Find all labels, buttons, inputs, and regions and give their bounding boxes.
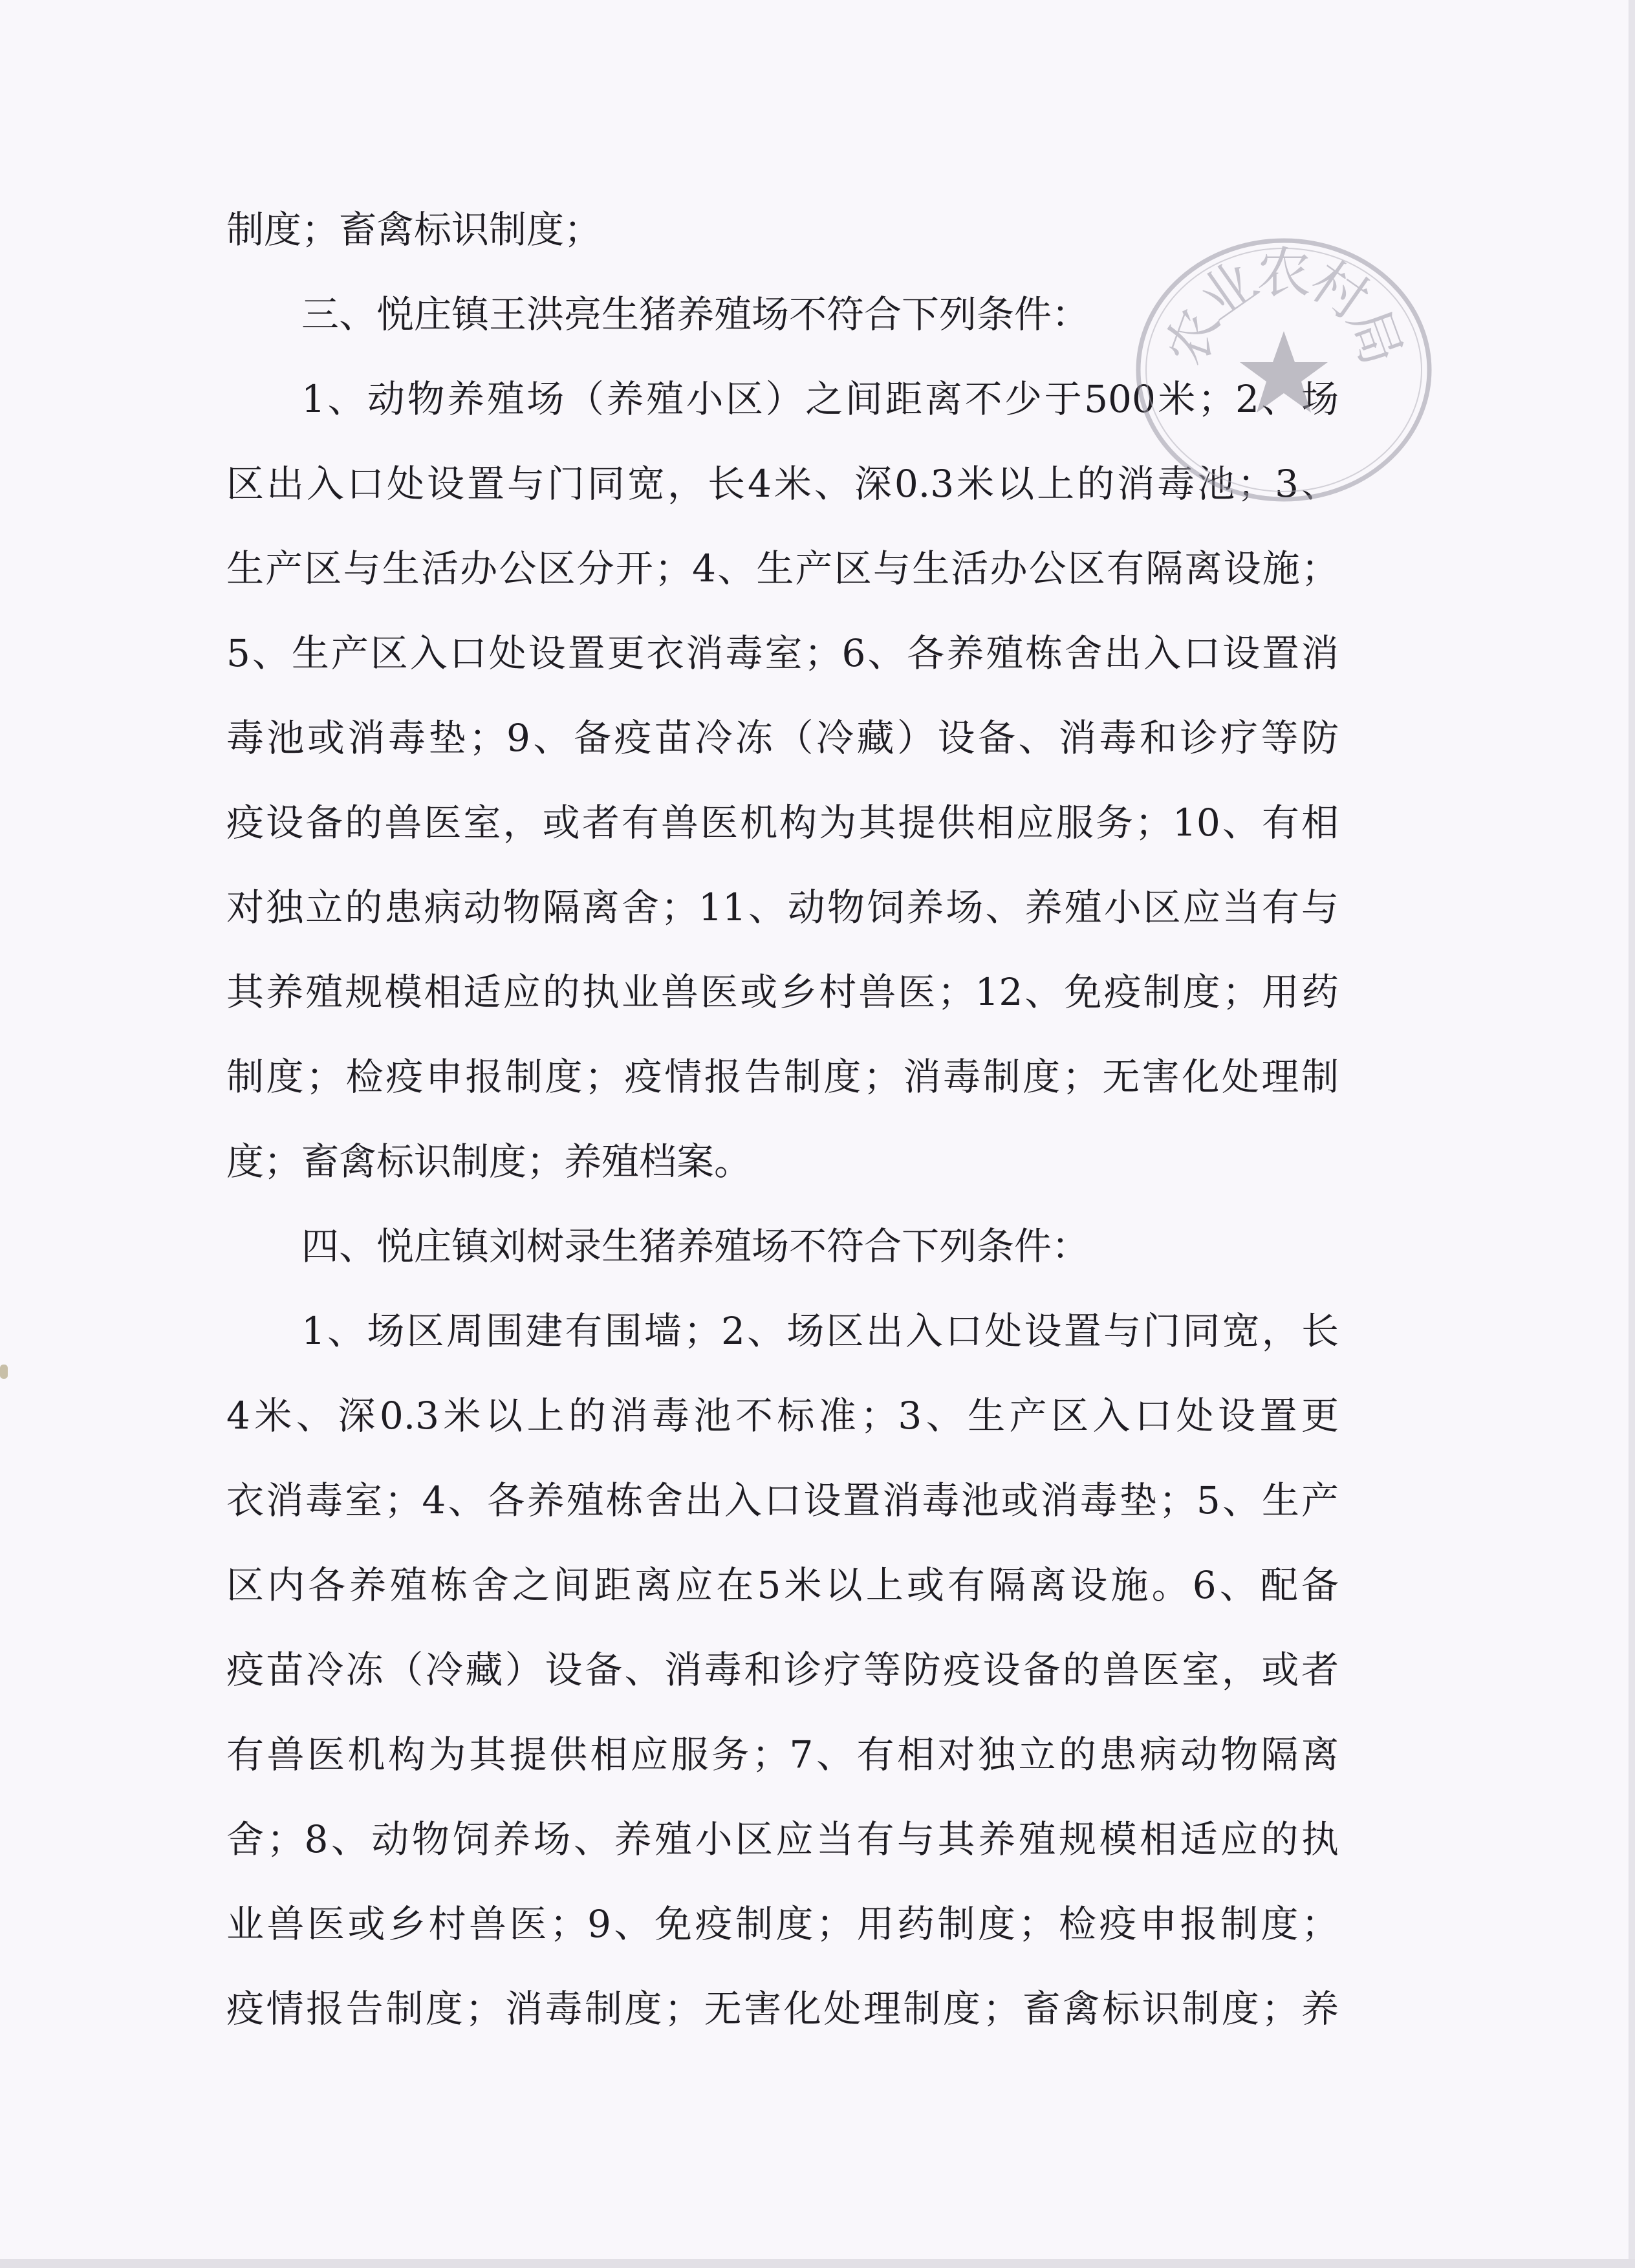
text-line: 1、场区周围建有围墙；2、场区出入口处设置与门同宽，长 <box>301 1309 1339 1353</box>
text-line: 度；畜禽标识制度；养殖档案。 <box>226 1139 752 1183</box>
text-line: 三、悦庄镇王洪亮生猪养殖场不符合下列条件： <box>301 292 1090 336</box>
text-line: 疫设备的兽医室，或者有兽医机构为其提供相应服务；10、有相 <box>226 801 1339 845</box>
seal-character: 农 <box>1257 241 1312 305</box>
page-bottom-edge <box>0 2259 1635 2268</box>
seal-lettering <box>1129 234 1439 506</box>
text-line: 疫情报告制度；消毒制度；无害化处理制度；畜禽标识制度；养 <box>226 1987 1339 2031</box>
text-line: 生产区与生活办公区分开；4、生产区与生活办公区有隔离设施； <box>226 546 1339 590</box>
text-line: 舍；8、动物饲养场、养殖小区应当有与其养殖规模相适应的执 <box>226 1817 1339 1861</box>
scan-speck <box>0 1365 8 1379</box>
text-line: 制度；检疫申报制度；疫情报告制度；消毒制度；无害化处理制 <box>226 1055 1339 1099</box>
page-right-edge <box>1629 0 1635 2268</box>
text-line: 有兽医机构为其提供相应服务；7、有相对独立的患病动物隔离 <box>226 1733 1339 1777</box>
official-seal <box>1129 234 1439 506</box>
text-line: 4米、深0.3米以上的消毒池不标准；3、生产区入口处设置更 <box>226 1394 1339 1438</box>
seal-character: 业 <box>1187 248 1269 332</box>
text-line: 毒池或消毒垫；9、备疫苗冷冻（冷藏）设备、消毒和诊疗等防 <box>226 716 1339 760</box>
seal-character: 农 <box>1153 300 1232 373</box>
text-line: 疫苗冷冻（冷藏）设备、消毒和诊疗等防疫设备的兽医室，或者 <box>226 1648 1339 1692</box>
text-line: 四、悦庄镇刘树录生猪养殖场不符合下列条件： <box>301 1224 1090 1268</box>
text-line: 区出入口处设置与门同宽，长4米、深0.3米以上的消毒池；3、 <box>226 462 1339 506</box>
seal-character: 局 <box>1336 300 1414 373</box>
text-line: 衣消毒室；4、各养殖栋舍出入口设置消毒池或消毒垫；5、生产 <box>226 1478 1339 1522</box>
text-line: 5、生产区入口处设置更衣消毒室；6、各养殖栋舍出入口设置消 <box>226 631 1339 675</box>
text-line: 区内各养殖栋舍之间距离应在5米以上或有隔离设施。6、配备 <box>226 1563 1339 1607</box>
text-line: 1、动物养殖场（养殖小区）之间距离不少于500米；2、场 <box>301 377 1339 421</box>
seal-character: 村 <box>1299 248 1380 332</box>
text-line: 对独立的患病动物隔离舍；11、动物饲养场、养殖小区应当有与 <box>226 885 1339 929</box>
text-line: 制度；畜禽标识制度； <box>226 208 602 252</box>
text-line: 业兽医或乡村兽医；9、免疫制度；用药制度；检疫申报制度； <box>226 1902 1339 1946</box>
text-line: 其养殖规模相适应的执业兽医或乡村兽医；12、免疫制度；用药 <box>226 970 1339 1014</box>
